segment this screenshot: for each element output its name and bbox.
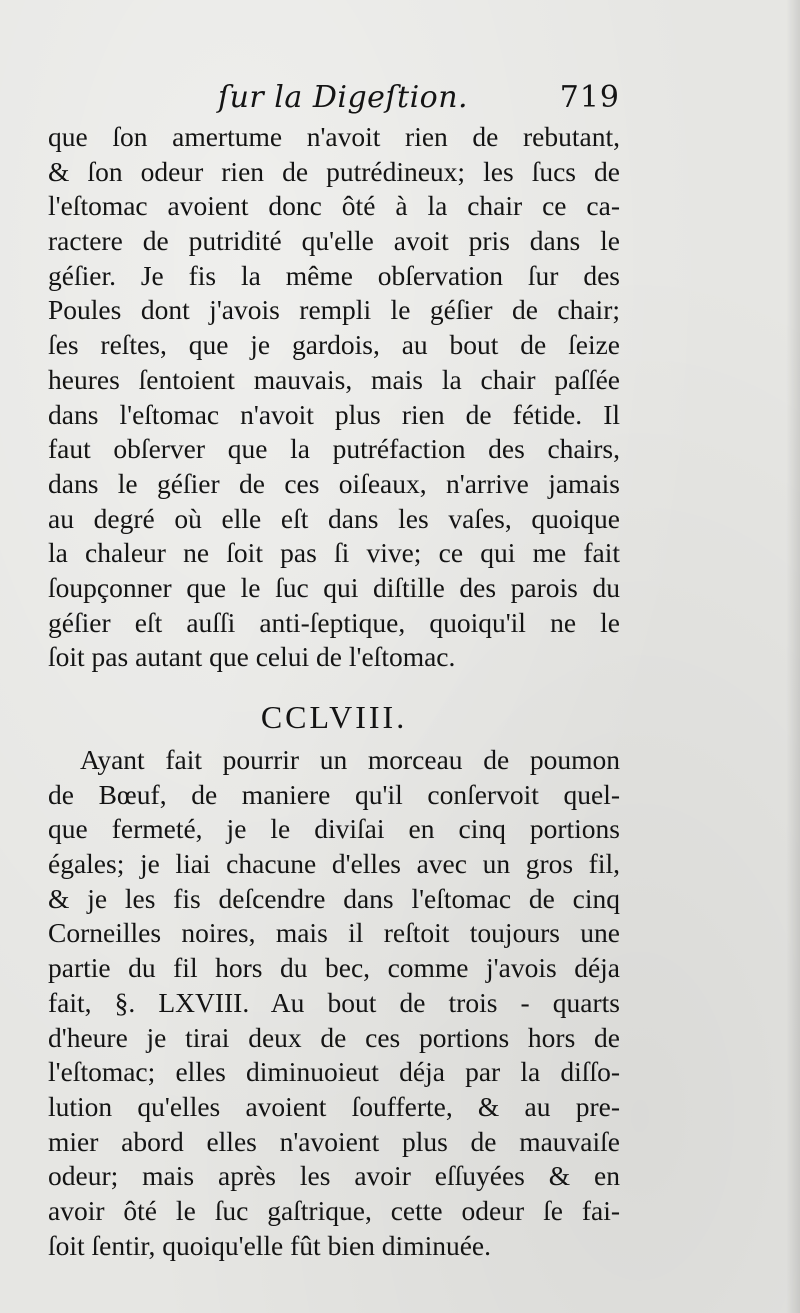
text-line: au degré où elle eſt dans les vaſes, quoique xyxy=(48,502,620,534)
text-line: dans le géſier de ces oiſeaux, n'arrive jamais xyxy=(48,467,620,499)
text-line: ſoit ſentir, quoiqu'elle fût bien diminuée. xyxy=(48,1229,491,1261)
text-line: l'eſtomac; elles diminuoieut déja par la diſſo- xyxy=(48,1056,620,1088)
text-line: ſes reſtes, que je gardois, au bout de ſeize xyxy=(48,329,620,361)
text-line: géſier eſt auſſi anti-ſeptique, quoiqu'il ne le xyxy=(48,606,620,638)
text-line: dans l'eſtomac n'avoit plus rien de fétide. Il xyxy=(48,398,620,430)
text-line: faut obſerver que la putréfaction des chairs, xyxy=(48,433,620,465)
text-line: ractere de putridité qu'elle avoit pris dans le xyxy=(48,225,620,257)
text-line: géſier. Je fis la même obſervation ſur des xyxy=(48,259,620,291)
page-edge-shadow xyxy=(786,0,800,1313)
text-line: de Bœuf, de maniere qu'il conſervoit quel- xyxy=(48,778,620,810)
text-line: Ayant fait pourrir un morceau de poumon xyxy=(80,744,620,775)
text-line: avoir ôté le ſuc gaſtrique, cette odeur ſe fai- xyxy=(48,1194,620,1226)
text-line: d'heure je tirai deux de ces portions hors de xyxy=(48,1021,620,1053)
text-line: partie du fil hors du bec, comme j'avois déja xyxy=(48,952,620,984)
text-line: ſoit pas autant que celui de l'eſtomac. xyxy=(48,641,456,673)
text-line: Poules dont j'avois rempli le géſier de chair; xyxy=(48,294,620,326)
paragraph-continuation xyxy=(48,120,620,675)
text-line: Corneilles noires, mais il reſtoit toujours une xyxy=(48,917,620,949)
text-line: que fermeté, je le diviſai en cinq portions xyxy=(48,813,620,845)
text-line: mier abord elles n'avoient plus de mauvaiſe xyxy=(48,1125,620,1157)
text-line: la chaleur ne ſoit pas ſi vive; ce qui me fait xyxy=(48,537,620,569)
text-line: heures ſentoient mauvais, mais la chair paſſée xyxy=(48,363,620,395)
text-line: ſoupçonner que le ſuc qui diſtille des parois du xyxy=(48,571,620,603)
text-line: & ſon odeur rien de putrédineux; les ſucs de xyxy=(48,155,620,187)
text-line: odeur; mais après les avoir eſſuyées & en xyxy=(48,1160,620,1192)
section-heading: CCLVIII. xyxy=(260,699,408,735)
page-number: 719 xyxy=(559,80,620,115)
page-header xyxy=(48,78,620,122)
paragraph-section xyxy=(48,743,620,1263)
text-line: lution qu'elles avoient ſoufferte, & au pre- xyxy=(48,1090,620,1122)
text-line: fait, §. LXVIII. Au bout de trois - quarts xyxy=(48,986,620,1018)
text-line: que ſon amertume n'avoit rien de rebutant, xyxy=(48,121,620,152)
running-title: ſur la Digeſtion. xyxy=(218,80,469,115)
text-line: égales; je liai chacune d'elles avec un gros fil, xyxy=(48,848,620,880)
text-line: l'eſtomac avoient donc ôté à la chair ce ca- xyxy=(48,190,620,222)
text-line: & je les fis deſcendre dans l'eſtomac de cinq xyxy=(48,882,620,914)
